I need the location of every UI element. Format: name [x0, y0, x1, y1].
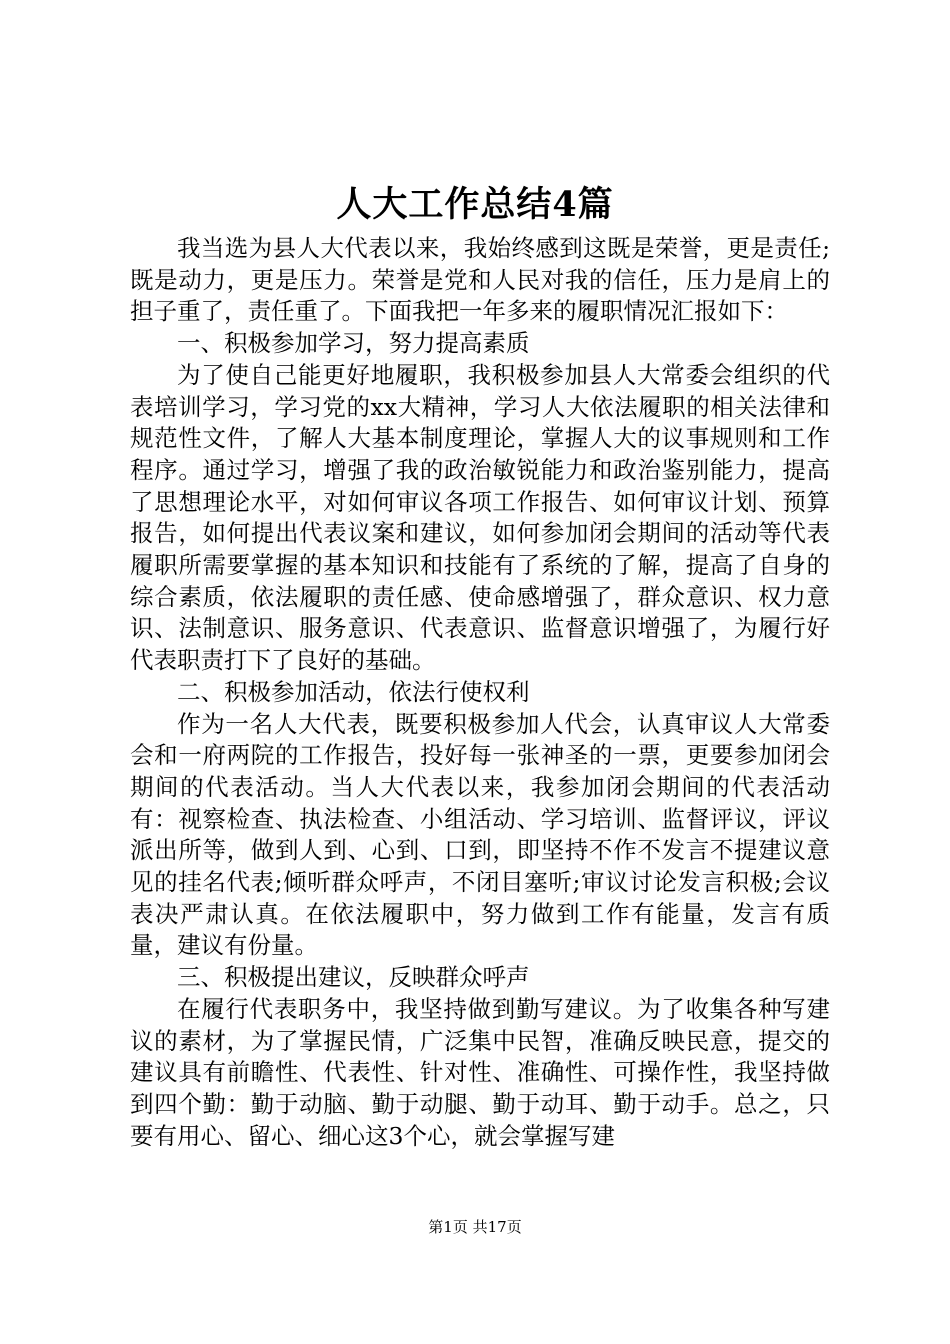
paragraph-section-1: 为了使自己能更好地履职，我积极参加县人大常委会组织的代表培训学习，学习党的xx大精神，学习人大依法履职的相关法律和规范性文件，了解人大基本制度理论，掌握人大的议事规则和工作程序。通过学习，增强了我的政治敏锐能力和政治鉴别能力，提高了思想理论水平，对如何审议各项工作报告、如何审议计划、预算报告，如何提出代表议案和建议，如何参加闭会期间的活动等代表履职所需要掌握的基本知识和技能有了系统的了解，提高了自身的综合素质，依法履职的责任感、使命感增强了，群众意识、权力意识、法制意识、服务意识、代表意识、监督意识增强了，为履行好代表职责打下了良好的基础。	[130, 360, 830, 675]
section-heading-3: 三、积极提出建议，反映群众呼声	[177, 963, 530, 992]
section-heading-2: 二、积极参加活动，依法行使权利	[177, 677, 530, 706]
page-footer: 第1页 共17页	[428, 1218, 522, 1236]
paragraph-section-3: 在履行代表职务中，我坚持做到勤写建议。为了收集各种写建议的素材，为了掌握民情，广泛集中民智，准确反映民意，提交的建议具有前瞻性、代表性、针对性、准确性、可操作性，我坚持做到四个勤：勤于动脑、勤于动腿、勤于动耳、勤于动手。总之，只要有用心、留心、细心这3个心，就会掌握写建	[130, 994, 830, 1150]
section-heading-1: 一、积极参加学习，努力提高素质	[177, 329, 530, 358]
document-title: 人大工作总结4篇	[336, 184, 614, 225]
document-body	[130, 233, 830, 1152]
paragraph-intro: 我当选为县人大代表以来，我始终感到这既是荣誉，更是责任;既是动力，更是压力。荣誉是党和人民对我的信任，压力是肩上的担子重了，责任重了。下面我把一年多来的履职情况汇报如下：	[130, 234, 830, 326]
paragraph-section-2: 作为一名人大代表，既要积极参加人代会，认真审议人大常委会和一府两院的工作报告，投好每一张神圣的一票，更要参加闭会期间的代表活动。当人大代表以来，我参加闭会期间的代表活动有：视察检查、执法检查、小组活动、学习培训、监督评议，评议派出所等，做到人到、心到、口到，即坚持不作不发言不提建议意见的挂名代表;倾听群众呼声，不闭目塞听;审议讨论发言积极;会议表决严肃认真。在依法履职中，努力做到工作有能量，发言有质量，建议有份量。	[130, 709, 830, 960]
